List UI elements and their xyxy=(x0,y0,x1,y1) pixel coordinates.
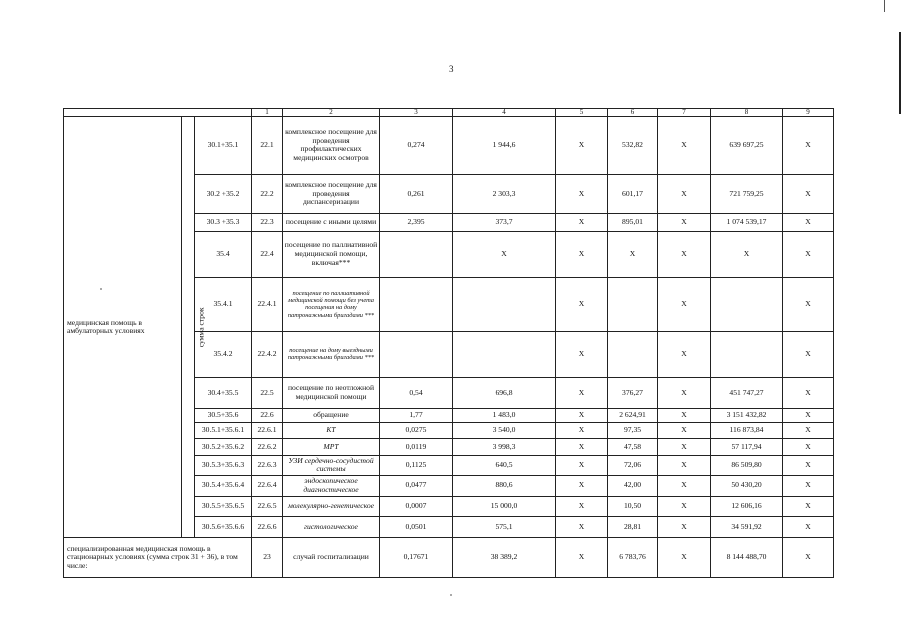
unit-cell: посещение по неотложной медицинской помощи xyxy=(283,377,380,408)
line-ref-cell: 30.3 +35.3 xyxy=(195,214,252,232)
value-cell: 0,0501 xyxy=(380,517,453,538)
value-cell: X xyxy=(658,117,711,174)
value-cell: 15 000,0 xyxy=(453,496,556,517)
table-row xyxy=(64,117,834,174)
vertical-label-cell xyxy=(182,117,206,538)
value-cell: X xyxy=(453,231,556,277)
value-cell: X xyxy=(556,496,608,517)
scan-speck xyxy=(450,594,452,596)
value-cell: X xyxy=(556,475,608,496)
value-cell: 451 747,27 xyxy=(711,377,783,408)
value-cell: X xyxy=(711,231,783,277)
unit-cell: посещение на дому выездными патронажными бригадами *** xyxy=(283,331,380,377)
value-cell: X xyxy=(658,538,711,578)
value-cell: 2,395 xyxy=(380,214,453,232)
header-cell: 4 xyxy=(453,109,556,117)
row-number-cell: 22.5 xyxy=(252,377,283,408)
value-cell: 10,50 xyxy=(608,496,658,517)
value-cell: 0,0477 xyxy=(380,475,453,496)
bottom-row-label: специализированная медицинская помощь в стационарных условиях (сумма строк 31 + 36), в том числе: xyxy=(64,538,252,578)
value-cell xyxy=(453,277,556,331)
line-ref-cell: 30.5.4+35.6.4 xyxy=(195,475,252,496)
value-cell: 3 151 432,82 xyxy=(711,409,783,423)
value-cell: 12 606,16 xyxy=(711,496,783,517)
header-cell: 7 xyxy=(658,109,711,117)
value-cell: X xyxy=(783,422,834,439)
unit-cell: УЗИ сердечно-сосудистой системы xyxy=(283,455,380,475)
value-cell: 0,0007 xyxy=(380,496,453,517)
value-cell: X xyxy=(658,422,711,439)
value-cell: X xyxy=(658,439,711,456)
row-number-cell: 22.6.2 xyxy=(252,439,283,456)
line-ref-cell: 30.5.3+35.6.3 xyxy=(195,455,252,475)
value-cell: X xyxy=(783,496,834,517)
value-cell: 0,0275 xyxy=(380,422,453,439)
value-cell: 1,77 xyxy=(380,409,453,423)
vertical-label: сумма строк xyxy=(196,307,206,348)
value-cell xyxy=(380,277,453,331)
unit-cell: посещение по паллиативной медицинской помощи без учета посещения на дому патронажными бригадами *** xyxy=(283,277,380,331)
value-cell: 0,261 xyxy=(380,174,453,214)
unit-cell: обращение xyxy=(283,409,380,423)
line-ref-cell: 30.2 +35.2 xyxy=(195,174,252,214)
value-cell: 880,6 xyxy=(453,475,556,496)
value-cell: 0,54 xyxy=(380,377,453,408)
line-ref-cell: 30.5.5+35.6.5 xyxy=(195,496,252,517)
value-cell: X xyxy=(658,455,711,475)
row-number-cell: 22.3 xyxy=(252,214,283,232)
header-cell: 9 xyxy=(783,109,834,117)
value-cell: 34 591,92 xyxy=(711,517,783,538)
value-cell xyxy=(380,231,453,277)
row-number-cell: 22.6.3 xyxy=(252,455,283,475)
value-cell: X xyxy=(658,214,711,232)
row-number-cell: 22.4 xyxy=(252,231,283,277)
value-cell: X xyxy=(556,455,608,475)
row-number-cell: 22.4.1 xyxy=(252,277,283,331)
value-cell: 116 873,84 xyxy=(711,422,783,439)
value-cell: 3 540,0 xyxy=(453,422,556,439)
value-cell: X xyxy=(658,277,711,331)
value-cell: X xyxy=(556,231,608,277)
value-cell xyxy=(711,277,783,331)
row-number-cell: 22.6.4 xyxy=(252,475,283,496)
section-label: медицинская помощь в амбулаторных условиях xyxy=(64,117,182,538)
value-cell: X xyxy=(556,409,608,423)
value-cell: X xyxy=(783,475,834,496)
row-number-cell: 22.4.2 xyxy=(252,331,283,377)
value-cell: X xyxy=(556,517,608,538)
value-cell: X xyxy=(783,377,834,408)
value-cell: X xyxy=(556,422,608,439)
value-cell: 47,58 xyxy=(608,439,658,456)
value-cell: X xyxy=(556,439,608,456)
tariff-table xyxy=(63,108,834,578)
value-cell: 57 117,94 xyxy=(711,439,783,456)
row-number-cell: 22.2 xyxy=(252,174,283,214)
line-ref-cell: 30.1+35.1 xyxy=(195,117,252,174)
value-cell: 721 759,25 xyxy=(711,174,783,214)
header-cell: 8 xyxy=(711,109,783,117)
header-cell: 2 xyxy=(283,109,380,117)
line-ref-cell: 35.4.1 xyxy=(195,277,252,331)
header-cell-blank xyxy=(64,109,252,117)
line-ref-cell: 30.5.1+35.6.1 xyxy=(195,422,252,439)
value-cell: X xyxy=(658,475,711,496)
value-cell xyxy=(608,277,658,331)
unit-cell: молекулярно-генетическое xyxy=(283,496,380,517)
value-cell: X xyxy=(658,174,711,214)
value-cell: 640,5 xyxy=(453,455,556,475)
value-cell: X xyxy=(556,117,608,174)
value-cell: X xyxy=(783,439,834,456)
row-number-cell: 22.1 xyxy=(252,117,283,174)
value-cell: X xyxy=(783,409,834,423)
value-cell: 42,00 xyxy=(608,475,658,496)
page-number: 3 xyxy=(449,64,454,74)
header-row xyxy=(64,109,834,117)
header-cell: 6 xyxy=(608,109,658,117)
value-cell: 8 144 488,70 xyxy=(711,538,783,578)
unit-cell: МРТ xyxy=(283,439,380,456)
value-cell xyxy=(608,331,658,377)
unit-cell: КТ xyxy=(283,422,380,439)
value-cell: 696,8 xyxy=(453,377,556,408)
header-cell: 1 xyxy=(252,109,283,117)
line-ref-cell: 35.4 xyxy=(195,231,252,277)
value-cell: X xyxy=(783,231,834,277)
value-cell: X xyxy=(783,455,834,475)
row-number-cell: 22.6 xyxy=(252,409,283,423)
value-cell: 373,7 xyxy=(453,214,556,232)
value-cell: X xyxy=(658,231,711,277)
value-cell: X xyxy=(783,331,834,377)
value-cell: X xyxy=(556,331,608,377)
value-cell: 38 389,2 xyxy=(453,538,556,578)
header-cell: 5 xyxy=(556,109,608,117)
value-cell: X xyxy=(658,331,711,377)
value-cell: X xyxy=(658,496,711,517)
line-ref-cell: 30.4+35.5 xyxy=(195,377,252,408)
value-cell: X xyxy=(783,517,834,538)
value-cell: X xyxy=(658,409,711,423)
value-cell: X xyxy=(556,538,608,578)
unit-cell: посещение с иными целями xyxy=(283,214,380,232)
value-cell xyxy=(711,331,783,377)
value-cell: 2 303,3 xyxy=(453,174,556,214)
unit-cell: эндоскопическое диагностическое xyxy=(283,475,380,496)
value-cell: 0,274 xyxy=(380,117,453,174)
value-cell: 0,0119 xyxy=(380,439,453,456)
value-cell: 639 697,25 xyxy=(711,117,783,174)
row-number-cell: 22.6.5 xyxy=(252,496,283,517)
unit-cell: комплексное посещение для проведения профилактических медицинских осмотров xyxy=(283,117,380,174)
value-cell: 601,17 xyxy=(608,174,658,214)
header-cell: 3 xyxy=(380,109,453,117)
value-cell: 3 998,3 xyxy=(453,439,556,456)
value-cell: X xyxy=(608,231,658,277)
value-cell: 97,35 xyxy=(608,422,658,439)
value-cell xyxy=(380,331,453,377)
value-cell: X xyxy=(556,214,608,232)
scan-edge-mark-top xyxy=(884,0,885,12)
value-cell xyxy=(453,331,556,377)
value-cell: X xyxy=(783,214,834,232)
value-cell: X xyxy=(783,538,834,578)
value-cell: 575,1 xyxy=(453,517,556,538)
value-cell: 1 944,6 xyxy=(453,117,556,174)
line-ref-cell: 30.5+35.6 xyxy=(195,409,252,423)
value-cell: X xyxy=(556,377,608,408)
value-cell: X xyxy=(783,117,834,174)
unit-cell: случай госпитализации xyxy=(283,538,380,578)
value-cell: 1 074 539,17 xyxy=(711,214,783,232)
value-cell: 895,01 xyxy=(608,214,658,232)
line-ref-cell: 30.5.6+35.6.6 xyxy=(195,517,252,538)
unit-cell: гистологическое xyxy=(283,517,380,538)
value-cell: 532,82 xyxy=(608,117,658,174)
value-cell: 0,17671 xyxy=(380,538,453,578)
scan-edge-mark xyxy=(899,32,901,114)
value-cell: 0,1125 xyxy=(380,455,453,475)
value-cell: X xyxy=(783,277,834,331)
row-number-cell: 23 xyxy=(252,538,283,578)
value-cell: 1 483,0 xyxy=(453,409,556,423)
line-ref-cell: 30.5.2+35.6.2 xyxy=(195,439,252,456)
value-cell: 376,27 xyxy=(608,377,658,408)
value-cell: X xyxy=(658,377,711,408)
value-cell: X xyxy=(556,277,608,331)
unit-cell: комплексное посещение для проведения диспансеризации xyxy=(283,174,380,214)
value-cell: X xyxy=(658,517,711,538)
value-cell: 2 624,91 xyxy=(608,409,658,423)
table-row-bottom xyxy=(64,538,834,578)
value-cell: X xyxy=(783,174,834,214)
row-number-cell: 22.6.1 xyxy=(252,422,283,439)
value-cell: X xyxy=(556,174,608,214)
unit-cell: посещение по паллиативной медицинской помощи, включая*** xyxy=(283,231,380,277)
value-cell: 72,06 xyxy=(608,455,658,475)
value-cell: 28,81 xyxy=(608,517,658,538)
value-cell: 50 430,20 xyxy=(711,475,783,496)
line-ref-cell: 35.4.2 xyxy=(195,331,252,377)
value-cell: 6 783,76 xyxy=(608,538,658,578)
value-cell: 86 509,80 xyxy=(711,455,783,475)
row-number-cell: 22.6.6 xyxy=(252,517,283,538)
